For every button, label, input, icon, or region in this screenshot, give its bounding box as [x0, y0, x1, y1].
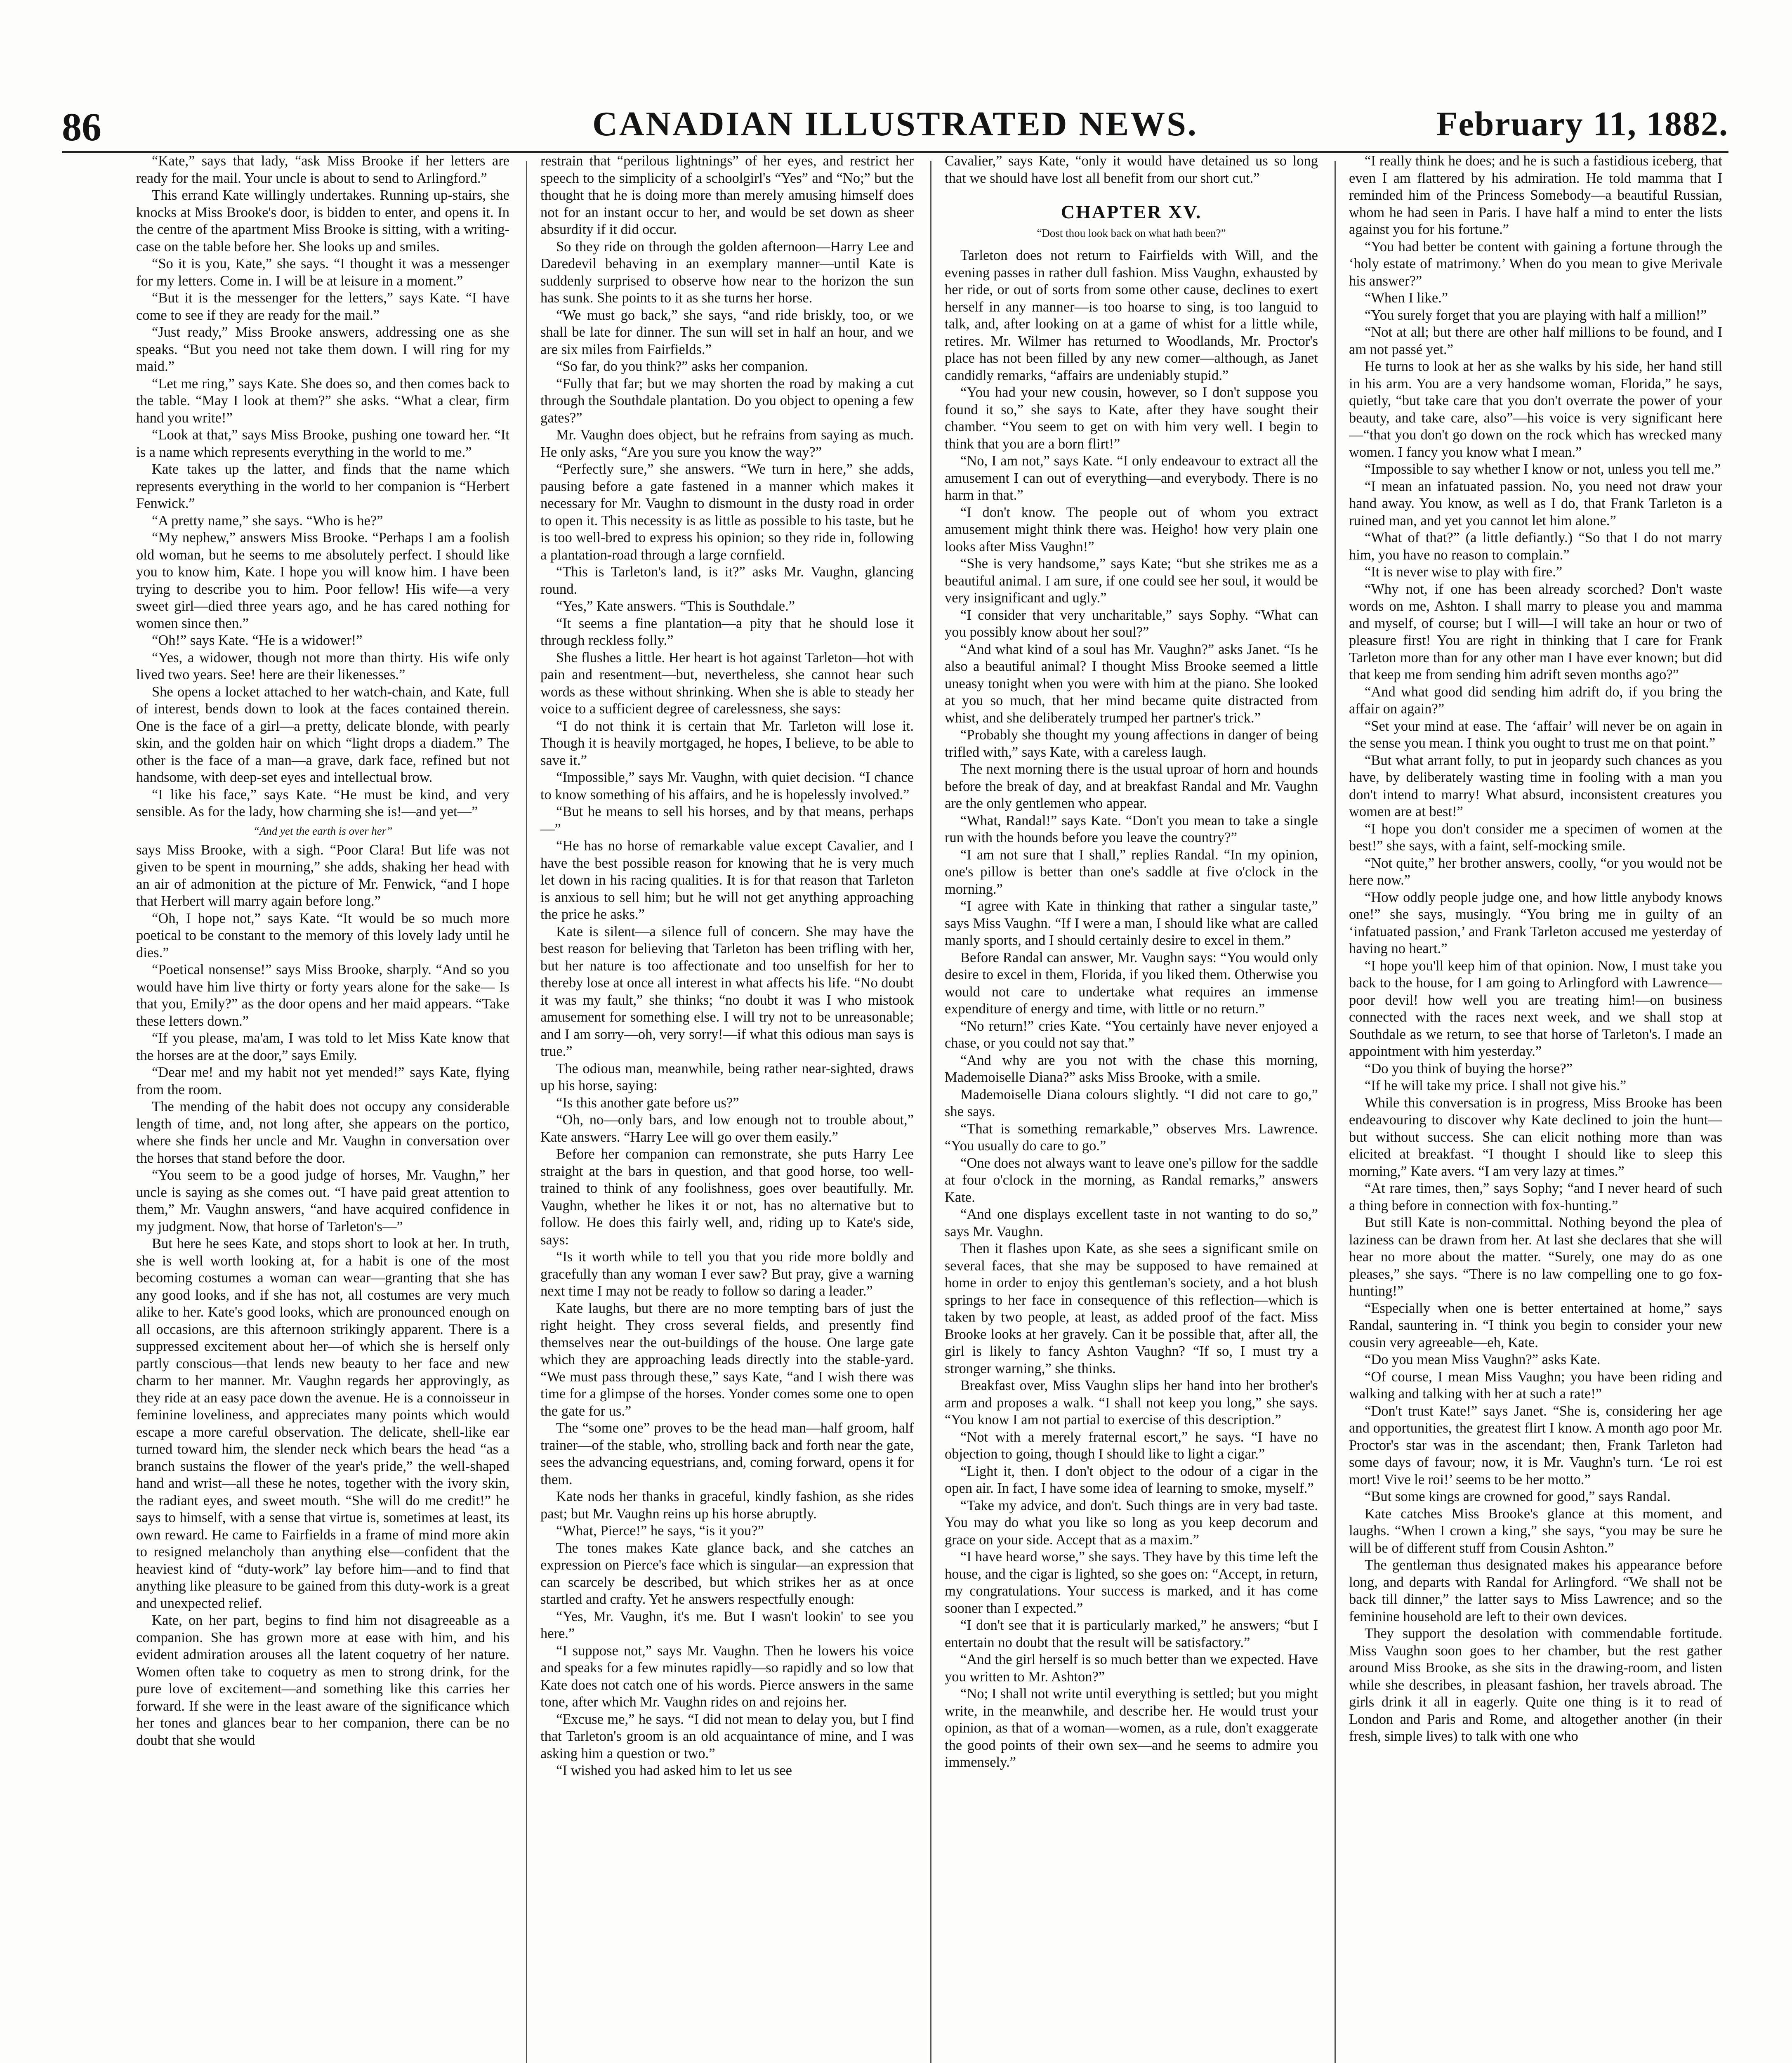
paragraph: Kate takes up the latter, and finds that the name which represents everything in the world to her companion is “Herbert Fenwick.” — [136, 461, 509, 511]
paragraph: “Is it worth while to tell you that you ride more boldly and gracefully than any woman I ever saw? But pray, give a warning next time I may not be ready to follow so daring a leader.” — [540, 1249, 914, 1299]
chapter-epigraph: “Dost thou look back on what hath been?” — [1037, 227, 1226, 239]
paragraph: “No return!” cries Kate. “You certainly have never enjoyed a chase, or you could not say that.” — [945, 1018, 1318, 1051]
paragraph: “Impossible to say whether I know or not, unless you tell me.” — [1365, 461, 1721, 477]
paragraph: “Not with a merely fraternal escort,” he says. “I have no objection to going, though I should like to light a cigar.” — [945, 1429, 1318, 1462]
column-rule — [526, 161, 527, 2063]
paragraph: “Yes, a widower, though not more than thirty. His wife only lived two years. See! here are their likenesses.” — [136, 649, 509, 682]
paragraph: “It is never wise to play with fire.” — [1365, 564, 1563, 580]
paragraph: Kate nods her thanks in graceful, kindly fashion, as she rides past; but Mr. Vaughn reins up his horse abruptly. — [540, 1489, 914, 1522]
paragraph: “I consider that very uncharitable,” says Sophy. “What can you possibly know about her soul?” — [945, 607, 1318, 640]
paragraph: “Light it, then. I don't object to the odour of a cigar in the open air. In fact, I have some idea of learning to smoke, myself.” — [945, 1463, 1318, 1496]
paragraph: “And what kind of a soul has Mr. Vaughn?” asks Janet. “Is he also a beautiful animal? I thought Miss Brooke seemed a little uneasy tonight when you were with him at the piano. She looked at you so much, that her mind became quite distracted from whist, and she deliberately trumped her partner's trick.” — [945, 641, 1318, 726]
paragraph: “Probably she thought my young affections in danger of being trifled with,” says Kate, with a careless laugh. — [945, 727, 1318, 760]
paragraph: “You seem to be a good judge of horses, Mr. Vaughn,” her uncle is saying as she comes out. “I have paid great attention to them,” Mr. Vaughn answers, “and have acquired confidence in my judgment. Now, that horse of Tarleton's—” — [136, 1167, 509, 1234]
paragraph: “This is Tarleton's land, is it?” asks Mr. Vaughn, glancing round. — [540, 564, 914, 597]
paragraph: restrain that “perilous lightnings” of her eyes, and restrict her speech to the simplicity of a schoolgirl's “Yes” and “No;” but the thought that he is doing more than merely amusing himself does not for an instant occur to her, and would be set down as sheer absurdity if it did occur. — [540, 153, 914, 237]
issue-date: February 11, 1882. — [1436, 105, 1728, 143]
paragraph: “A pretty name,” she says. “Who is he?” — [152, 512, 383, 529]
paragraph: “You had your new cousin, however, so I don't suppose you found it so,” she says to Kate, after they have sought their chamber. “You seem to get on with him very well. I begin to think that you are a born flirt!” — [945, 385, 1318, 452]
column-3 — [945, 153, 1318, 2063]
paragraph: “I hope you'll keep him of that opinion. Now, I must take you back to the house, for I am going to Arlingford with Lawrence—poor devil! how well you are treating him!—on business connected with the races next week, and we shall stop at Southdale as we return, to see that horse of Tarleton's. I made an appointment with him yesterday.” — [1349, 958, 1722, 1059]
paragraph: Kate laughs, but there are no more tempting bars of just the right height. They cross several fields, and presently find themselves near the out-buildings of the house. One large gate which they are approaching leads directly into the stable-yard. “We must pass through these,” says Kate, “and I wish there was time for a glimpse of the horses. Yonder comes some one to open the gate for us.” — [540, 1300, 914, 1419]
paragraph: “Do you mean Miss Vaughn?” asks Kate. — [1365, 1352, 1601, 1367]
paragraph: “Poetical nonsense!” says Miss Brooke, sharply. “And so you would have him live thirty or forty years alone for the sake— Is that you, Emily?” as the door opens and her maid appears. “Take these letters down.” — [136, 962, 509, 1029]
paragraph: “And why are you not with the chase this morning, Mademoiselle Diana?” asks Miss Brooke, with a smile. — [945, 1052, 1318, 1085]
paragraph: She opens a locket attached to her watch-chain, and Kate, full of interest, bends down to look at the faces contained therein. One is the face of a girl—a pretty, delicate blonde, with pearly skin, and the golden hair on which “light drops a diadem.” The other is the face of a man—a grave, dark face, refined but not handsome, with deep-set eyes and intellectual brow. — [136, 684, 509, 785]
paragraph: “I really think he does; and he is such a fastidious iceberg, that even I am flattered by his admiration. He told mamma that I reminded him of the Princess Somebody—a beautiful Russian, whom he had seen in Paris. I have half a mind to enter the lists against you for his fortune.” — [1349, 153, 1722, 237]
paragraph: “Fully that far; but we may shorten the road by making a cut through the Southdale plantation. Do you object to opening a few gates?” — [540, 375, 914, 426]
paragraph: “But what arrant folly, to put in jeopardy such chances as you have, by deliberately wasting time in fooling with a man you don't intend to marry! What absurd, inconsistent creatures you women are at best!” — [1349, 752, 1722, 819]
paragraph: Then it flashes upon Kate, as she sees a significant smile on several faces, that she may be supposed to have remained at home in order to enjoy this gentleman's society, and a hot blush springs to her face in consequence of this reflection—which is taken by two people, at least, as added proof of the fact. Miss Brooke looks at her gravely. Can it be possible that, after all, the girl is likely to fancy Ashton Vaughn? “If so, I must try a stronger warning,” she thinks. — [945, 1241, 1318, 1376]
paragraph: “Of course, I mean Miss Vaughn; you have been riding and walking and talking with her at such a rate!” — [1349, 1369, 1722, 1402]
paragraph: Cavalier,” says Kate, “only it would have detained us so long that we should have lost all benefit from our short cut.” — [945, 153, 1318, 186]
paragraph: This errand Kate willingly undertakes. Running up-stairs, she knocks at Miss Brooke's door, is bidden to enter, and opens it. In the centre of the apartment Miss Brooke is sitting, with a writing-case on the table before her. She looks up and smiles. — [136, 187, 509, 255]
paragraph: “Kate,” says that lady, “ask Miss Brooke if her letters are ready for the mail. Your uncle is about to send to Arlingford.” — [136, 153, 509, 186]
paragraph: “We must go back,” she says, “and ride briskly, too, or we shall be late for dinner. The sun will set in half an hour, and we are six miles from Fairfields.” — [540, 307, 914, 357]
paragraph: He turns to look at her as she walks by his side, her hand still in his arm. You are a very handsome woman, Florida,” he says, quietly, “but take care that you don't overrate the power of your beauty, and take care, also”—his voice is very significant here—“that you don't go down on the rock which has wrecked many women. I fancy you know what I mean.” — [1349, 359, 1722, 460]
paragraph: Kate, on her part, begins to find him not disagreeable as a companion. She has grown more at ease with him, and his evident admiration arouses all the latent coquetry of her nature. Women often take to coquetry as men to strong drink, for the pure love of excitement—and something like this carries her forward. If she were in the least aware of the significance which her tones and glances bear to her companion, there can be no doubt that she would — [136, 1612, 509, 1748]
paragraph: They support the desolation with commendable fortitude. Miss Vaughn soon goes to her chamber, but the rest gather around Miss Brooke, as she sits in the drawing-room, and listen while she describes, in pleasant fashion, her travels abroad. The girls drink it all in eagerly. Quite one thing is it to read of London and Paris and Rome, and altogether another (in their fresh, simple lives) to talk with one who — [1349, 1626, 1722, 1744]
paragraph: “I suppose not,” says Mr. Vaughn. Then he lowers his voice and speaks for a few minutes rapidly—so rapidly and so low that Kate does not catch one of his words. Pierce answers in the same tone, after which Mr. Vaughn rides on and rejoins her. — [540, 1643, 914, 1710]
paragraph: “If he will take my price. I shall not give his.” — [1365, 1078, 1627, 1093]
paragraph: “You surely forget that you are playing with half a million!” — [1365, 307, 1707, 323]
paragraph: “No, I am not,” says Kate. “I only endeavour to extract all the amusement I can out of everything—and everybody. There is no harm in that.” — [945, 453, 1318, 503]
paragraph: “I have heard worse,” she says. They have by this time left the house, and the cigar is lighted, so she goes on: “Accept, in return, my congratulations. Your success is marked, and it has come sooner than I expected.” — [945, 1549, 1318, 1616]
paragraph: “She is very handsome,” says Kate; “but she strikes me as a beautiful animal. I am sure, if one could see her soul, it would be very insignificant and ugly.” — [945, 556, 1318, 606]
paragraph: “And the girl herself is so much better than we expected. Have you written to Mr. Ashton?” — [945, 1652, 1318, 1685]
paragraph: says Miss Brooke, with a sigh. “Poor Clara! But life was not given to be spent in mourning,” she adds, shaking her head with an air of admonition at the picture of Mr. Fenwick, “and I hope that Herbert will marry again before long.” — [136, 842, 509, 909]
paragraph: “Look at that,” says Miss Brooke, pushing one toward her. “It is a name which represents everything in the world to me.” — [136, 427, 509, 460]
paragraph: “Not quite,” her brother answers, coolly, “or you would not be here now.” — [1349, 855, 1722, 888]
paragraph: While this conversation is in progress, Miss Brooke has been endeavouring to discover why Kate declined to join the hunt—but without success. She can elicit nothing more than was elicited at breakfast. “I thought I should like to sleep this morning,” Kate avers. “I am very lazy at times.” — [1349, 1095, 1722, 1179]
paragraph: “Why not, if one has been already scorched? Don't waste words on me, Ashton. I shall marry to please you and mamma and myself, of course; but I will—I will take an hour or two of pleasure first! You are right in thinking that I care for Frank Tarleton more than for any other man I have ever known; but did that keep me from sending him adrift seven months ago?” — [1349, 581, 1722, 682]
paragraph: “It seems a fine plantation—a pity that he should lose it through reckless folly.” — [540, 615, 914, 648]
paragraph: “I do not think it is certain that Mr. Tarleton will lose it. Though it is heavily mortgaged, he hopes, I believe, to be able to save it.” — [540, 718, 914, 768]
paragraph: Tarleton does not return to Fairfields with Will, and the evening passes in rather dull fashion. Miss Vaughn, exhausted by her ride, or out of sorts from some other cause, declines to exert herself in any manner—is too hoarse to sing, is too languid to talk, and, after looking on at a game of whist for a little while, retires. Mr. Wilmer has returned to Woodlands, Mr. Proctor's place has not been filled by any new comer—although, as Janet candidly remarks, “affairs are undeniably stupid.” — [945, 248, 1318, 383]
paragraph: “How oddly people judge one, and how little anybody knows one!” she says, musingly. “You bring me in guilty of an ‘infatuated passion,’ and Frank Tarleton accused me yesterday of having no heart.” — [1349, 889, 1722, 956]
paragraph: The odious man, meanwhile, being rather near-sighted, draws up his horse, saying: — [540, 1060, 914, 1093]
paragraph: “I mean an infatuated passion. No, you need not draw your hand away. You know, as well as I do, that Frank Tarleton is a ruined man, and yet you cannot let him alone.” — [1349, 478, 1722, 529]
paragraph: “I am not sure that I shall,” replies Randal. “In my opinion, one's pillow is better than one's saddle at five o'clock in the morning.” — [945, 847, 1318, 897]
paragraph: “Set your mind at ease. The ‘affair’ will never be on again in the sense you mean. I think you ought to trust me on that point.” — [1349, 718, 1722, 751]
paragraph: Before Randal can answer, Mr. Vaughn says: “You would only desire to excel in them, Florida, if you liked them. Otherwise you would not care to undertake what requires an immense expenditure of energy and time, with little or no return.” — [945, 949, 1318, 1017]
paragraph: “I wished you had asked him to let us see — [556, 1763, 792, 1778]
paragraph: “Oh!” says Kate. “He is a widower!” — [152, 633, 363, 648]
paragraph: Mr. Vaughn does object, but he refrains from saying as much. He only asks, “Are you sure you know the way?” — [540, 427, 914, 460]
paragraph: “Don't trust Kate!” says Janet. “She is, considering her age and opportunities, the greatest flirt I know. A month ago poor Mr. Proctor's star was in the ascendant; then, Frank Tarleton had some days of favour; now, it is Mr. Vaughn's turn. ‘Le roi est mort! Vive le roi!’ seems to be her motto.” — [1349, 1403, 1722, 1487]
paragraph: “Impossible,” says Mr. Vaughn, with quiet decision. “I chance to know something of his affairs, and he is hopelessly involved.” — [540, 769, 914, 803]
paragraph: “Let me ring,” says Kate. She does so, and then comes back to the table. “May I look at them?” she asks. “What a clear, firm hand you write!” — [136, 375, 509, 426]
masthead-title: CANADIAN ILLUSTRATED NEWS. — [592, 105, 1198, 143]
column-rule — [1335, 161, 1336, 2063]
paragraph: “Perfectly sure,” she answers. “We turn in here,” she adds, pausing before a gate fastened in a manner which makes it necessary for Mr. Vaughn to dismount in the dusty road in order to open it. This necessity is as little as possible to his taste, but he is too well-bred to express his opinion; so they ride in, following a plantation-road through a large cornfield. — [540, 461, 914, 563]
paragraph: “I don't know. The people out of whom you extract amusement might think there was. Heigho! how very plain one looks after Miss Vaughn!” — [945, 504, 1318, 555]
paragraph: “But it is the messenger for the letters,” says Kate. “I have come to see if they are ready for the mail.” — [136, 290, 509, 323]
paragraph: “My nephew,” answers Miss Brooke. “Perhaps I am a foolish old woman, but he seems to me absolutely perfect. I should like you to know him, Kate. I hope you will know him. I have been trying to describe you to him. Poor fellow! His wife—a very sweet girl—died three years ago, and he has cared nothing for women since then.” — [136, 530, 509, 631]
paragraph: “One does not always want to leave one's pillow for the saddle at four o'clock in the morning, as Randal remarks,” answers Kate. — [945, 1155, 1318, 1205]
paragraph: “I agree with Kate in thinking that rather a singular taste,” says Miss Vaughn. “If I were a man, I should like what are called manly sports, and I should certainly desire to excel in them.” — [945, 898, 1318, 948]
paragraph: The “some one” proves to be the head man—half groom, half trainer—of the stable, who, strolling back and forth near the gate, sees the advancing equestrians, and, coming forward, opens it for them. — [540, 1420, 914, 1487]
column-4 — [1349, 153, 1722, 2063]
text-columns — [136, 153, 1720, 2063]
paragraph: “And one displays excellent taste in not wanting to do so,” says Mr. Vaughn. — [945, 1206, 1318, 1239]
paragraph: “You had better be content with gaining a fortune through the ‘holy estate of matrimony.’ When do you mean to give Merivale his answer?” — [1349, 238, 1722, 289]
paragraph: “What of that?” (a little defiantly.) “So that I do not marry him, you have no reason to complain.” — [1349, 530, 1722, 563]
paragraph: “Is this another gate before us?” — [556, 1095, 739, 1111]
paragraph: “I don't see that it is particularly marked,” he answers; “but I entertain no doubt that the result will be satisfactory.” — [945, 1617, 1318, 1650]
column-2 — [540, 153, 914, 2063]
paragraph: “If you please, ma'am, I was told to let Miss Kate know that the horses are at the door,” says Emily. — [136, 1030, 509, 1063]
paragraph: “When I like.” — [1365, 290, 1448, 306]
paragraph: Breakfast over, Miss Vaughn slips her hand into her brother's arm and proposes a walk. “I shall not keep you long,” she says. “You know I am not partial to exercise of this description.” — [945, 1378, 1318, 1428]
paragraph: “What, Randal!” says Kate. “Don't you mean to take a single run with the hounds before you leave the country?” — [945, 812, 1318, 845]
paragraph: Kate catches Miss Brooke's glance at this moment, and laughs. “When I crown a king,” she says, “you may be sure he will be of different stuff from Cousin Ashton.” — [1349, 1506, 1722, 1556]
paragraph: “I like his face,” says Kate. “He must be kind, and very sensible. As for the lady, how charming she is!—and yet—” — [136, 786, 509, 819]
paragraph: “No; I shall not write until everything is settled; but you might write, in the meanwhile, and describe her. He would trust your opinion, as that of a woman—women, as a rule, don't exaggerate the good points of their own sex—and he seems to admire you immensely.” — [945, 1686, 1318, 1770]
page-number: 86 — [62, 105, 101, 149]
paragraph: But here he sees Kate, and stops short to look at her. In truth, she is well worth looking at, for a habit is one of the most becoming costumes a woman can wear—granting that she has any good looks, and if she has not, all costumes are very much alike to her. Kate's good looks, which are pronounced enough on all occasions, are this afternoon strikingly apparent. There is a suppressed excitement about her—of which she is herself only partly conscious—that lends new beauty to her face and new charm to her manner. Mr. Vaughn regards her approvingly, as they ride at an easy pace down the avenue. He is a connoisseur in feminine loveliness, and appreciates many points which would escape a more careful observation. The delicate, shell-like ear turned toward him, the slender neck which bears the head “as a branch sustains the flower of the year's pride,” the well-shaped hand and wrist—all these he notes, together with the ivory skin, the radiant eyes, and sweet mouth. “She will do me credit!” he says to himself, with a sense that virtue is, sometimes at least, its own reward. He came to Fairfields in a frame of mind more akin to resigned melancholy than anything else—confident that the heaviest kind of “duty-work” lay before him—and to find that anything like pleasure to be gained from this duty-work is a great and unexpected relief. — [136, 1236, 509, 1611]
paragraph: “So far, do you think?” asks her companion. — [556, 359, 808, 374]
paragraph: “Yes,” Kate answers. “This is Southdale.” — [556, 598, 795, 614]
paragraph: “Especially when one is better entertained at home,” says Randal, sauntering in. “I think you begin to consider your new cousin very agreeable—eh, Kate. — [1349, 1300, 1722, 1350]
paragraph: “Do you think of buying the horse?” — [1365, 1060, 1573, 1076]
paragraph: “That is something remarkable,” observes Mrs. Lawrence. “You usually do care to go.” — [945, 1121, 1318, 1154]
paragraph: But still Kate is non-committal. Nothing beyond the plea of laziness can be drawn from her. At last she declares that she will hear no more about the matter. “Surely, one may do as one pleases,” she says. “There is no law compelling one to go fox-hunting!” — [1349, 1215, 1722, 1299]
column-1 — [136, 153, 509, 2063]
paragraph: “Oh, I hope not,” says Kate. “It would be so much more poetical to be constant to the memory of this lovely lady until he dies.” — [136, 910, 509, 961]
column-rule — [930, 161, 931, 2063]
paragraph: “But he means to sell his horses, and by that means, perhaps—” — [540, 804, 914, 837]
chapter-heading: CHAPTER XV. — [1061, 201, 1202, 222]
paragraph: Mademoiselle Diana colours slightly. “I did not care to go,” she says. — [945, 1086, 1318, 1119]
paragraph: The next morning there is the usual uproar of horn and hounds before the break of day, and at breakfast Randal and Mr. Vaughn are the only gentlemen who appear. — [945, 761, 1318, 811]
paragraph: “Oh, no—only bars, and low enough not to trouble about,” Kate answers. “Harry Lee will go over them easily.” — [540, 1112, 914, 1145]
paragraph: “Not at all; but there are other half millions to be found, and I am not passé yet.” — [1349, 324, 1722, 357]
paragraph: “Just ready,” Miss Brooke answers, addressing one as she speaks. “But you need not take them down. I will ring for my maid.” — [136, 324, 509, 374]
paragraph: “So it is you, Kate,” she says. “I thought it was a messenger for my letters. Come in. I will be at leisure in a moment.” — [136, 256, 509, 289]
paragraph: “He has no horse of remarkable value except Cavalier, and I have the best possible reason for knowing that he is very much let down in his racing qualities. It is for that reason that Tarleton is anxious to sell him; but he will not get anything approaching the price he asks.” — [540, 838, 914, 922]
paragraph: “I hope you don't consider me a specimen of women at the best!” she says, with a faint, self-mocking smile. — [1349, 821, 1722, 854]
paragraph: Before her companion can remonstrate, she puts Harry Lee straight at the bars in question, and that good horse, too well-trained to think of any foolishness, goes over beautifully. Mr. Vaughn, whether he likes it or not, has no alternative but to follow. He does this fairly well, and, riding up to Kate's side, says: — [540, 1146, 914, 1248]
paragraph: “Dear me! and my habit not yet mended!” says Kate, flying from the room. — [136, 1065, 509, 1098]
illustration-caption: “And yet the earth is over her” — [253, 824, 393, 837]
paragraph: Kate is silent—a silence full of concern. She may have the best reason for believing that Tarleton has been trifling with her, but her nature is too affectionate and too unselfish for her to thereby lose at once all interest in what affects his life. “No doubt it was my fault,” she thinks; “no doubt it was I who mistook amusement for something else. I will try not to be unreasonable; and I am sorry—oh, very sorry!—if what this odious man says is true.” — [540, 923, 914, 1059]
paragraph: She flushes a little. Her heart is hot against Tarleton—hot with pain and resentment—but, nevertheless, she cannot hear such words as these without shrinking. When she is able to steady her voice to a sufficient degree of carelessness, she says: — [540, 649, 914, 717]
paragraph: “At rare times, then,” says Sophy; “and I never heard of such a thing before in connection with fox-hunting.” — [1349, 1180, 1722, 1213]
page-header — [62, 101, 1728, 153]
paragraph: “Take my advice, and don't. Such things are in very bad taste. You may do what you like so long as you keep decorum and grace on your side. Accept that as a maxim.” — [945, 1497, 1318, 1548]
paragraph: The tones makes Kate glance back, and she catches an expression on Pierce's face which is singular—an expression that can scarcely be described, but which strikes her as at once startled and crafty. Yet he answers respectfully enough: — [540, 1540, 914, 1607]
paragraph: “But some kings are crowned for good,” says Randal. — [1365, 1489, 1671, 1504]
paragraph: “Yes, Mr. Vaughn, it's me. But I wasn't lookin' to see you here.” — [540, 1608, 914, 1641]
paragraph: So they ride on through the golden afternoon—Harry Lee and Daredevil behaving in an exemplary manner—until Kate is suddenly surprised to observe how near to the horizon the sun has sunk. She points to it as she turns her horse. — [540, 238, 914, 306]
paragraph: The gentleman thus designated makes his appearance before long, and departs with Randal for Arlingford. “We shall not be back till dinner,” the latter says to Miss Lawrence; and so the feminine household are left to their own devices. — [1349, 1557, 1722, 1624]
paragraph: The mending of the habit does not occupy any considerable length of time, and, not long after, she appears on the portico, where she finds her uncle and Mr. Vaughn in conversation over the horses that stand before the door. — [136, 1099, 509, 1166]
paragraph: “Excuse me,” he says. “I did not mean to delay you, but I find that Tarleton's groom is an old acquaintance of mine, and I was asking him a question or two.” — [540, 1711, 914, 1761]
paragraph: “What, Pierce!” he says, “is it you?” — [556, 1523, 764, 1539]
paragraph: “And what good did sending him adrift do, if you bring the affair on again?” — [1349, 684, 1722, 717]
